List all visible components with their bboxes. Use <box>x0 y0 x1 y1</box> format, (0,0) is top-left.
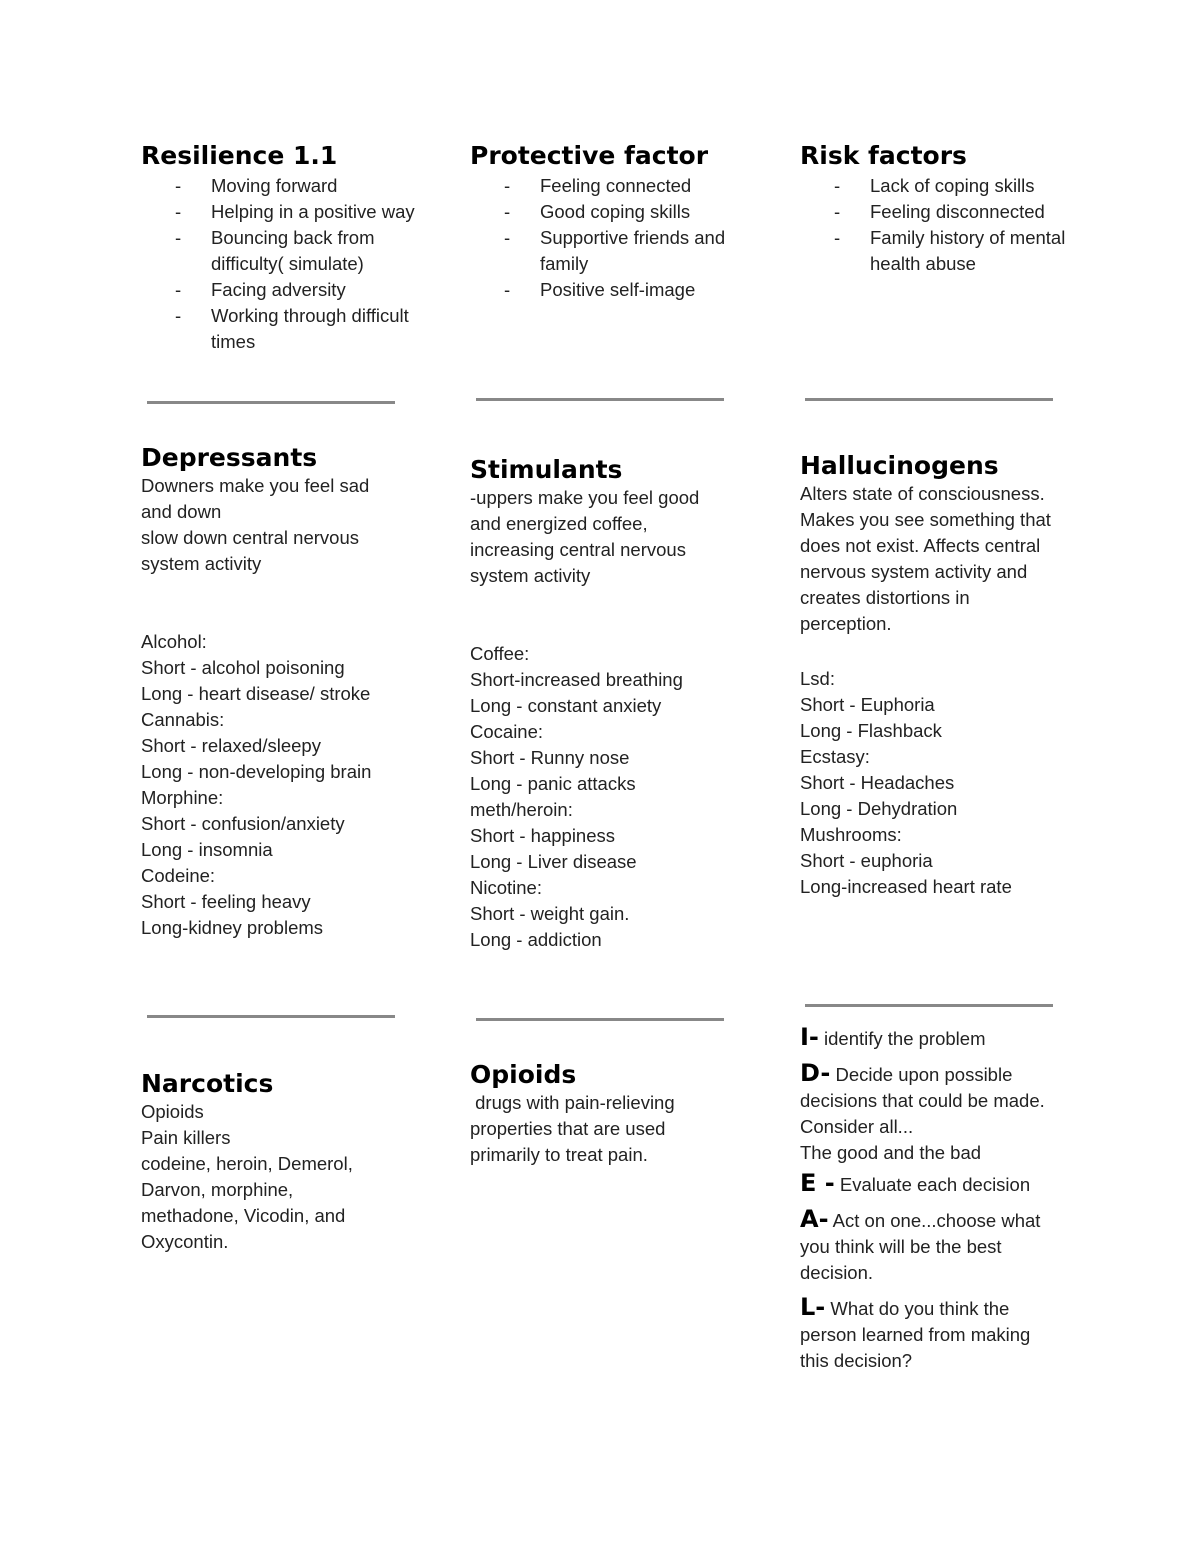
description: -uppers make you feel good and energized coffee, increasing central nervous system activity <box>470 487 700 586</box>
drug-line: Short - euphoria <box>800 850 933 871</box>
narcotics-title: Narcotics <box>141 1069 274 1098</box>
opioids-title: Opioids <box>470 1060 577 1089</box>
drug-line: Short-increased breathing <box>470 669 683 690</box>
drug-line: Long - constant anxiety <box>470 695 662 716</box>
drug-line: Short - Runny nose <box>470 747 630 768</box>
drug-line: Short - weight gain. <box>470 903 630 924</box>
depressants-section <box>141 443 416 941</box>
drug-line: Long - Liver disease <box>470 851 637 872</box>
list-item: - Feeling connected <box>504 175 692 196</box>
resilience-section <box>141 141 416 355</box>
drug-line: Opioids <box>141 1101 204 1122</box>
drug-line: Short - Euphoria <box>800 694 935 715</box>
list-item: - Family history of mental health abuse <box>834 227 1066 274</box>
list-item: - Moving forward <box>175 175 338 196</box>
ideal-step-e: E - Evaluate each decision <box>800 1169 1031 1197</box>
drug-line: Long - Dehydration <box>800 798 958 819</box>
ideal-step-i: I- identify the problem <box>800 1023 986 1051</box>
drug-line: Short - alcohol poisoning <box>141 657 345 678</box>
list-item: - Supportive friends and family <box>504 227 726 274</box>
resilience-title: Resilience 1.1 <box>141 141 338 170</box>
drug-line: Long - Flashback <box>800 720 942 741</box>
list-item: - Working through difficult times <box>175 305 409 352</box>
ideal-step-d: D- Decide upon possible decisions that could be made. Consider all... <box>800 1059 1045 1137</box>
drug-line: Alcohol: <box>141 631 207 652</box>
depressants-title: Depressants <box>141 443 318 472</box>
drug-line: Pain killers <box>141 1127 231 1148</box>
drug-line: Short - Headaches <box>800 772 955 793</box>
list-item: - Feeling disconnected <box>834 201 1045 222</box>
divider <box>476 398 724 401</box>
ideal-step-l: L- What do you think the person learned from making this decision? <box>800 1293 1031 1371</box>
divider <box>805 1004 1053 1007</box>
drug-line: meth/heroin: <box>470 799 573 820</box>
list-item: - Bouncing back from difficulty( simulate) <box>175 227 375 274</box>
ideal-section <box>800 1024 1062 1374</box>
drug-line: Short - happiness <box>470 825 616 846</box>
drug-line: Short - confusion/anxiety <box>141 813 345 834</box>
risk-section <box>800 141 1075 277</box>
description: Alters state of consciousness. Makes you see something that does not exist. Affects central nervous system activity and creates distortions in perception. <box>800 483 1051 634</box>
description: Downers make you feel sad and down <box>141 475 370 522</box>
list-item: - Lack of coping skills <box>834 175 1035 196</box>
divider <box>147 1015 395 1018</box>
drug-line: codeine, heroin, Demerol, Darvon, morphine, methadone, Vicodin, and Oxycontin. <box>141 1153 353 1252</box>
protective-section <box>470 141 745 303</box>
drug-line: Long - non-developing brain <box>141 761 372 782</box>
list-item: - Good coping skills <box>504 201 691 222</box>
risk-title: Risk factors <box>800 141 967 170</box>
list-item: - Facing adversity <box>175 279 346 300</box>
drug-line: Ecstasy: <box>800 746 870 767</box>
drug-line: Morphine: <box>141 787 224 808</box>
drug-line: Long-kidney problems <box>141 917 324 938</box>
divider <box>147 401 395 404</box>
description: drugs with pain-relieving properties that are used primarily to treat pain. <box>470 1092 680 1165</box>
description: slow down central nervous system activity <box>141 527 359 574</box>
drug-line: Short - feeling heavy <box>141 891 311 912</box>
divider <box>476 1018 724 1021</box>
hallucinogens-title: Hallucinogens <box>800 451 999 480</box>
drug-line: Long-increased heart rate <box>800 876 1012 897</box>
narcotics-section <box>141 1069 416 1255</box>
ideal-step-d-extra: The good and the bad <box>800 1142 982 1163</box>
drug-line: Long - addiction <box>470 929 602 950</box>
drug-line: Lsd: <box>800 668 835 689</box>
stimulants-section <box>470 455 745 953</box>
divider <box>805 398 1053 401</box>
drug-line: Mushrooms: <box>800 824 902 845</box>
drug-line: Nicotine: <box>470 877 542 898</box>
drug-line: Codeine: <box>141 865 216 886</box>
drug-line: Long - panic attacks <box>470 773 636 794</box>
list-item: - Helping in a positive way <box>175 201 415 222</box>
drug-line: Long - heart disease/ stroke <box>141 683 371 704</box>
list-item: - Positive self-image <box>504 279 696 300</box>
drug-line: Cocaine: <box>470 721 544 742</box>
opioids-section <box>470 1060 745 1168</box>
drug-line: Coffee: <box>470 643 530 664</box>
drug-line: Cannabis: <box>141 709 225 730</box>
drug-line: Short - relaxed/sleepy <box>141 735 321 756</box>
hallucinogens-section <box>800 451 1075 900</box>
stimulants-title: Stimulants <box>470 455 623 484</box>
protective-title: Protective factor <box>470 141 709 170</box>
drug-line: Long - insomnia <box>141 839 273 860</box>
ideal-step-a: A- Act on one...choose what you think will be the best decision. <box>800 1205 1041 1283</box>
